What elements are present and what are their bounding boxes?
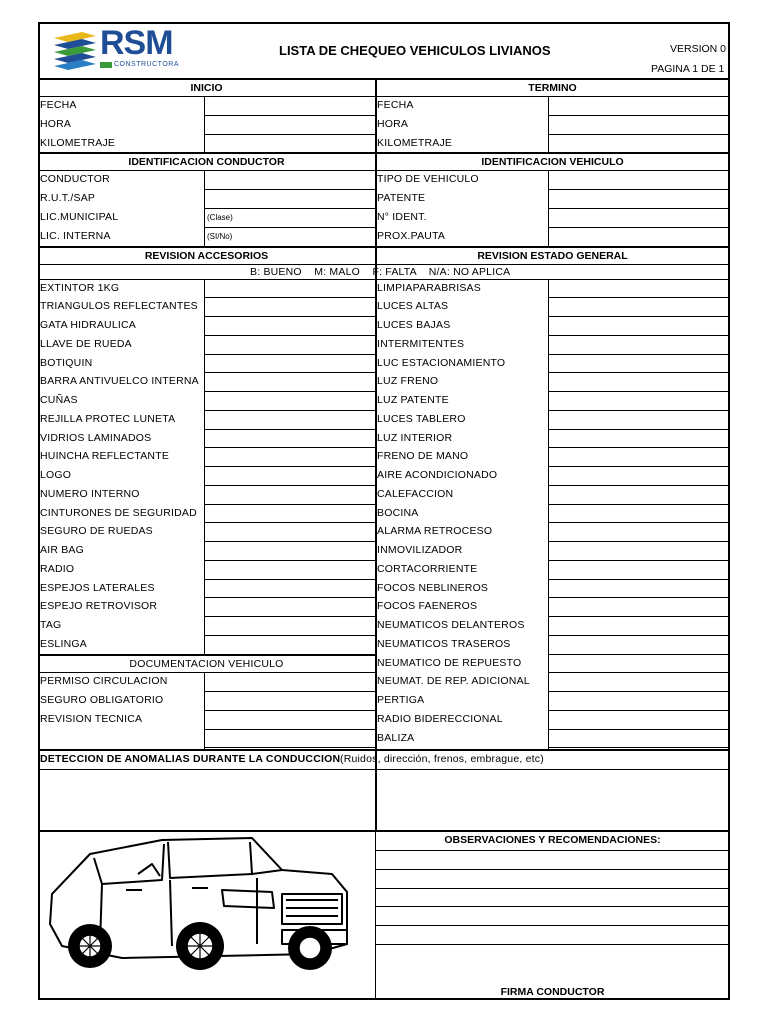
accesorios-row-label: SEGURO DE RUEDAS bbox=[40, 525, 153, 538]
accesorios-input[interactable] bbox=[205, 411, 374, 428]
accesorios-input[interactable] bbox=[205, 486, 374, 503]
vehiculo-input[interactable] bbox=[549, 209, 729, 226]
estado-row-label: FRENO DE MANO bbox=[377, 450, 469, 463]
anomalias-input[interactable] bbox=[40, 771, 728, 809]
documentacion-row-label: SEGURO OBLIGATORIO bbox=[40, 694, 164, 707]
vehiculo-row-label: PATENTE bbox=[377, 192, 426, 205]
accesorios-row-label: REJILLA PROTEC LUNETA bbox=[40, 412, 176, 425]
grid-line bbox=[204, 710, 375, 711]
documentacion-input[interactable] bbox=[205, 692, 374, 709]
grid-line bbox=[548, 170, 549, 245]
termino-input[interactable] bbox=[549, 97, 729, 114]
estado-row-label: LUCES TABLERO bbox=[377, 412, 466, 425]
accesorios-row-label: TAG bbox=[40, 619, 62, 632]
vehiculo-row-label: N° IDENT. bbox=[377, 211, 427, 223]
accesorios-row-label: TRIANGULOS REFLECTANTES bbox=[40, 300, 198, 313]
grid-line bbox=[375, 152, 730, 154]
estado-row-label: LIMPIAPARABRISAS bbox=[377, 281, 481, 294]
estado-row-label: CORTACORRIENTE bbox=[377, 562, 478, 575]
grid-line bbox=[38, 246, 375, 248]
accesorios-row-label: BARRA ANTIVUELCO INTERNA bbox=[40, 375, 199, 388]
inicio-row-label: FECHA bbox=[40, 99, 77, 111]
accesorios-row-label: BOTIQUIN bbox=[40, 356, 93, 369]
estado-input[interactable] bbox=[549, 580, 729, 597]
grid-line bbox=[204, 747, 375, 748]
termino-heading: TERMINO bbox=[528, 82, 577, 94]
conductor-row-label: LIC.MUNICIPAL bbox=[40, 211, 119, 223]
logo-bar-icon bbox=[100, 62, 112, 68]
inicio-input[interactable] bbox=[205, 116, 374, 133]
conductor-heading: IDENTIFICACION CONDUCTOR bbox=[128, 156, 285, 169]
grid-line bbox=[38, 264, 730, 265]
estado-row-label: NEUMATICO DE REPUESTO bbox=[377, 656, 522, 669]
accesorios-row-label: CUÑAS bbox=[40, 394, 78, 407]
grid-line bbox=[375, 246, 730, 248]
clase-hint: (Clase) bbox=[207, 213, 233, 222]
estado-input[interactable] bbox=[549, 711, 729, 728]
anomalias-heading: DETECCION DE ANOMALIAS DURANTE LA CONDUCCION bbox=[40, 753, 341, 766]
estado-row-label: AIRE ACONDICIONADO bbox=[377, 469, 498, 482]
estado-input[interactable] bbox=[549, 598, 729, 615]
firma-input[interactable] bbox=[377, 946, 728, 984]
estado-row-label: RADIO BIDERECCIONAL bbox=[377, 712, 503, 725]
accesorios-row-label: LOGO bbox=[40, 469, 72, 482]
accesorios-heading: REVISION ACCESORIOS bbox=[144, 249, 269, 262]
grid-line bbox=[375, 944, 730, 945]
termino-input[interactable] bbox=[549, 116, 729, 133]
estado-row-label: LUZ FRENO bbox=[377, 375, 439, 388]
accesorios-input[interactable] bbox=[205, 467, 374, 484]
accesorios-input[interactable] bbox=[205, 561, 374, 578]
estado-input[interactable] bbox=[549, 355, 729, 372]
accesorios-input[interactable] bbox=[205, 355, 374, 372]
grid-line bbox=[38, 769, 730, 770]
accesorios-input[interactable] bbox=[205, 373, 374, 390]
documentacion-heading: DOCUMENTACION VEHICULO bbox=[129, 657, 284, 670]
termino-row-label: HORA bbox=[377, 117, 409, 130]
documentacion-row-label: PERMISO CIRCULACION bbox=[40, 675, 168, 688]
estado-input[interactable] bbox=[549, 617, 729, 634]
estado-row-label: PERTIGA bbox=[377, 694, 425, 707]
estado-input[interactable] bbox=[549, 448, 729, 465]
anomalias-note: (Ruidos, dirección, frenos, embrague, etc) bbox=[340, 753, 544, 766]
termino-row-label: FECHA bbox=[377, 99, 414, 111]
vehiculo-heading: IDENTIFICACION VEHICULO bbox=[481, 156, 624, 169]
page-label: PAGINA 1 DE 1 bbox=[651, 63, 725, 75]
estado-input[interactable] bbox=[549, 298, 729, 315]
estado-input[interactable] bbox=[549, 505, 729, 522]
status-legend: B: BUENO M: MALO F: FALTA N/A: NO APLICA bbox=[250, 265, 511, 278]
estado-row-label: BOCINA bbox=[377, 506, 419, 519]
documentacion-input[interactable] bbox=[205, 673, 374, 690]
conductor-row-label: LIC. INTERNA bbox=[40, 229, 111, 242]
inicio-row-label: HORA bbox=[40, 117, 72, 130]
grid-line bbox=[204, 729, 375, 730]
revision-bottom bbox=[38, 749, 730, 751]
estado-input[interactable] bbox=[549, 542, 729, 559]
accesorios-input[interactable] bbox=[205, 542, 374, 559]
logo-subtext: CONSTRUCTORA bbox=[114, 61, 179, 68]
observaciones-input[interactable] bbox=[377, 926, 728, 943]
grid-line bbox=[38, 654, 375, 656]
accesorios-input[interactable] bbox=[205, 505, 374, 522]
vehiculo-row-label: TIPO DE VEHICULO bbox=[377, 173, 479, 186]
company-logo bbox=[52, 24, 182, 72]
vehiculo-input[interactable] bbox=[549, 190, 729, 207]
estado-input[interactable] bbox=[549, 467, 729, 484]
accesorios-input[interactable] bbox=[205, 392, 374, 409]
estado-input[interactable] bbox=[549, 673, 729, 690]
accesorios-row-label: ESPEJOS LATERALES bbox=[40, 581, 155, 594]
estado-input[interactable] bbox=[549, 336, 729, 353]
inicio-input[interactable] bbox=[205, 97, 374, 114]
bottom-divider bbox=[375, 830, 376, 1000]
vehiculo-input[interactable] bbox=[549, 228, 729, 245]
estado-row-label: LUZ PATENTE bbox=[377, 394, 449, 407]
estado-row-label: NEUMATICOS TRASEROS bbox=[377, 637, 511, 650]
estado-input[interactable] bbox=[549, 411, 729, 428]
accesorios-row-label: ESPEJO RETROVISOR bbox=[40, 600, 158, 613]
version-label: VERSION 0 bbox=[670, 43, 727, 55]
estado-row-label: INTERMITENTES bbox=[377, 337, 465, 350]
estado-input[interactable] bbox=[549, 523, 729, 540]
logo-text: RSM bbox=[100, 24, 173, 62]
accesorios-input[interactable] bbox=[205, 298, 374, 315]
observaciones-input[interactable] bbox=[377, 870, 728, 887]
estado-input[interactable] bbox=[549, 373, 729, 390]
observaciones-heading: OBSERVACIONES Y RECOMENDACIONES: bbox=[444, 834, 661, 846]
estado-row-label: ALARMA RETROCESO bbox=[377, 525, 493, 538]
accesorios-input[interactable] bbox=[205, 636, 374, 653]
estado-input[interactable] bbox=[549, 392, 729, 409]
si-no-hint: (SI/No) bbox=[207, 231, 233, 241]
grid-line bbox=[548, 747, 730, 748]
conductor-row-label: CONDUCTOR bbox=[40, 173, 110, 186]
accesorios-input[interactable] bbox=[205, 317, 374, 334]
observaciones-input[interactable] bbox=[377, 851, 728, 868]
inicio-heading: INICIO bbox=[190, 82, 223, 94]
grid-line bbox=[548, 279, 549, 750]
logo-mark-icon bbox=[52, 28, 98, 70]
grid-line bbox=[204, 279, 205, 654]
documentacion-input[interactable] bbox=[205, 711, 374, 728]
termino-input[interactable] bbox=[549, 135, 729, 152]
anomalias-bottom bbox=[38, 830, 730, 832]
estado-row-label: FOCOS NEBLINEROS bbox=[377, 581, 489, 594]
grid-line bbox=[38, 152, 375, 154]
accesorios-row-label: ESLINGA bbox=[40, 637, 87, 650]
vehiculo-input[interactable] bbox=[549, 171, 729, 188]
documentacion-row-label: REVISION TECNICA bbox=[40, 712, 143, 725]
inicio-row-label: KILOMETRAJE bbox=[40, 136, 116, 149]
accesorios-input[interactable] bbox=[205, 598, 374, 615]
estado-input[interactable] bbox=[549, 430, 729, 447]
estado-row-label: LUCES ALTAS bbox=[377, 300, 449, 313]
conductor-row-label: R.U.T./SAP bbox=[40, 192, 96, 205]
grid-line bbox=[204, 170, 205, 245]
grid-line bbox=[204, 96, 205, 152]
estado-row-label: LUC ESTACIONAMIENTO bbox=[377, 356, 506, 369]
observaciones-input[interactable] bbox=[377, 907, 728, 924]
estado-input[interactable] bbox=[549, 280, 729, 297]
accesorios-row-label: GATA HIDRAULICA bbox=[40, 319, 136, 332]
estado-row-label: BALIZA bbox=[377, 731, 415, 744]
estado-row-label: LUCES BAJAS bbox=[377, 319, 451, 332]
grid-line bbox=[204, 672, 205, 749]
conductor-input[interactable] bbox=[205, 171, 374, 188]
estado-row-label: FOCOS FAENEROS bbox=[377, 600, 478, 613]
estado-input[interactable] bbox=[549, 692, 729, 709]
accesorios-row-label: HUINCHA REFLECTANTE bbox=[40, 450, 170, 463]
estado-row-label: CALEFACCION bbox=[377, 487, 454, 500]
estado-row-label: LUZ INTERIOR bbox=[377, 431, 453, 444]
estado-input[interactable] bbox=[549, 486, 729, 503]
accesorios-input[interactable] bbox=[205, 448, 374, 465]
grid-line bbox=[204, 691, 375, 692]
conductor-input[interactable] bbox=[205, 190, 374, 207]
grid-line bbox=[548, 96, 549, 152]
vehiculo-row-label: PROX.PAUTA bbox=[377, 229, 446, 242]
accesorios-row-label: LLAVE DE RUEDA bbox=[40, 337, 132, 350]
estado-input[interactable] bbox=[549, 636, 729, 653]
accesorios-row-label: VIDRIOS LAMINADOS bbox=[40, 431, 152, 444]
accesorios-row-label: AIR BAG bbox=[40, 544, 84, 557]
estado-row-label: INMOVILIZADOR bbox=[377, 544, 463, 557]
accesorios-row-label: EXTINTOR 1KG bbox=[40, 281, 120, 294]
estado-heading: REVISION ESTADO GENERAL bbox=[477, 249, 628, 262]
estado-input[interactable] bbox=[549, 655, 729, 672]
estado-input[interactable] bbox=[549, 317, 729, 334]
firma-label: FIRMA CONDUCTOR bbox=[500, 986, 605, 998]
accesorios-input[interactable] bbox=[205, 523, 374, 540]
accesorios-input[interactable] bbox=[205, 617, 374, 634]
accesorios-row-label: RADIO bbox=[40, 562, 75, 575]
estado-row-label: NEUMAT. DE REP. ADICIONAL bbox=[377, 675, 530, 688]
inicio-input[interactable] bbox=[205, 135, 374, 152]
accesorios-row-label: NUMERO INTERNO bbox=[40, 487, 140, 500]
accesorios-row-label: CINTURONES DE SEGURIDAD bbox=[40, 506, 197, 519]
accesorios-input[interactable] bbox=[205, 430, 374, 447]
estado-row-label: NEUMATICOS DELANTEROS bbox=[377, 619, 525, 632]
observaciones-input[interactable] bbox=[377, 889, 728, 906]
page-title: LISTA DE CHEQUEO VEHICULOS LIVIANOS bbox=[279, 43, 551, 58]
termino-row-label: KILOMETRAJE bbox=[377, 136, 453, 149]
accesorios-input[interactable] bbox=[205, 280, 374, 297]
pickup-truck-illustration bbox=[42, 834, 362, 980]
estado-input[interactable] bbox=[549, 730, 729, 747]
estado-input[interactable] bbox=[549, 561, 729, 578]
accesorios-input[interactable] bbox=[205, 580, 374, 597]
accesorios-input[interactable] bbox=[205, 336, 374, 353]
header-divider bbox=[38, 78, 730, 80]
